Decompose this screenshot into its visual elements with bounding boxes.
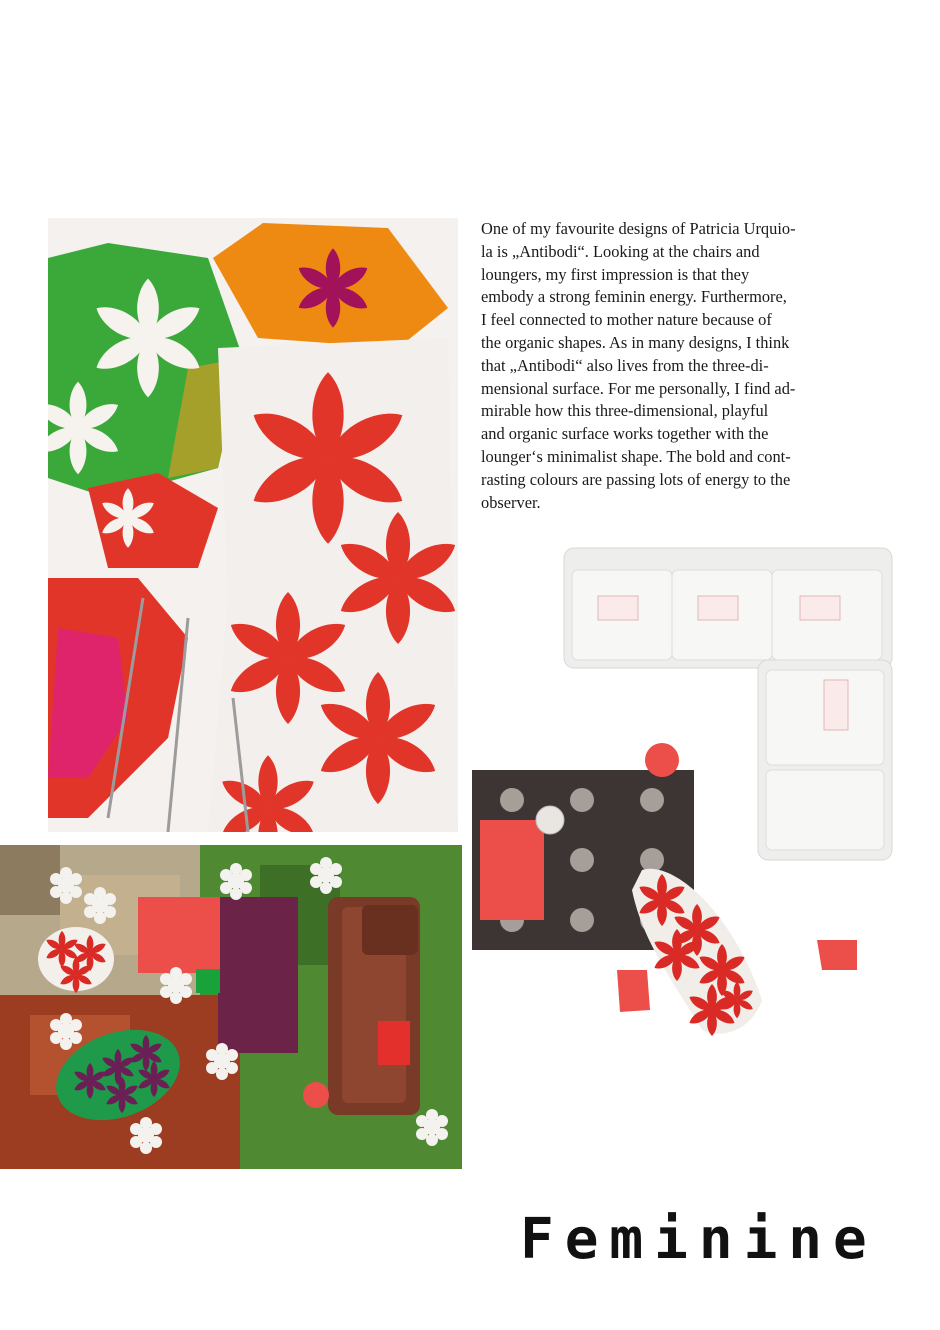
article-line: mensional surface. For me personally, I find ad- bbox=[481, 378, 796, 398]
article-line: observer. bbox=[481, 492, 541, 512]
page-title: Feminine bbox=[520, 1207, 878, 1272]
article-line: la is „Antibodi“. Looking at the chairs and bbox=[481, 241, 760, 261]
article-line: mirable how this three-dimensional, playful bbox=[481, 401, 769, 421]
article-line: that „Antibodi“ also lives from the three-di- bbox=[481, 355, 769, 375]
sofa-floorplan-photo bbox=[472, 530, 916, 1058]
article-line: rasting colours are passing lots of energy to the bbox=[481, 469, 791, 489]
article-line: loungers, my first impression is that they bbox=[481, 264, 750, 284]
article-text bbox=[481, 218, 853, 514]
article-line: the organic shapes. As in many designs, I think bbox=[481, 332, 790, 352]
article-line: One of my favourite designs of Patricia Urquio- bbox=[481, 219, 796, 238]
rug-layout-photo bbox=[0, 845, 468, 1169]
article-line: I feel connected to mother nature because of bbox=[481, 310, 772, 330]
antibodi-chairs-photo bbox=[48, 218, 458, 832]
article-line: embody a strong feminin energy. Furthermore, bbox=[481, 287, 787, 307]
article-line: and organic surface works together with the bbox=[481, 424, 769, 444]
article-line: lounger‘s minimalist shape. The bold and cont- bbox=[481, 446, 791, 466]
